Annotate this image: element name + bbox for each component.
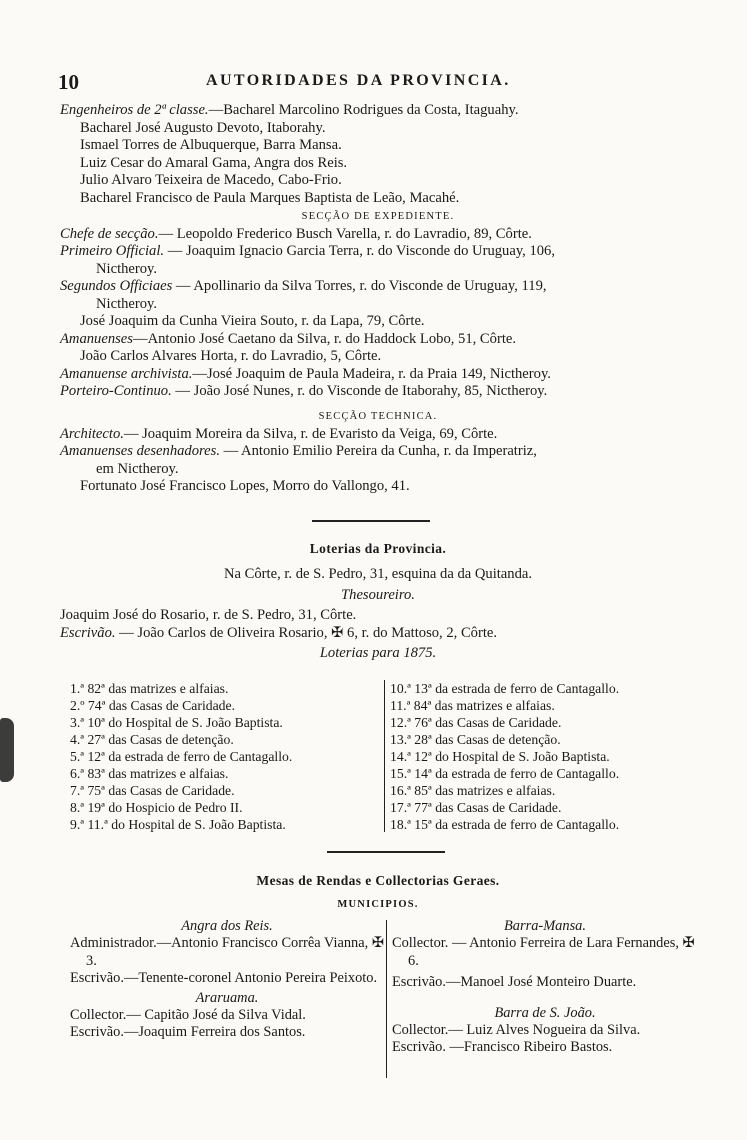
technica-section — [60, 408, 696, 496]
list-item: 14.ª 12ª do Hospital de S. João Baptista. — [390, 749, 610, 764]
column-divider — [384, 680, 385, 832]
list-item: Ismael Torres de Albuquerque, Barra Mansa. — [80, 137, 342, 153]
list-item: Luiz Cesar do Amaral Gama, Angra dos Reis. — [80, 154, 348, 171]
list-item: 6.ª 83ª das matrizes e alfaias. — [70, 766, 229, 781]
barra-mansa-escrivao: Escrivão.—Manoel José Monteiro Duarte. — [392, 974, 637, 991]
page-number: 10 — [58, 70, 79, 94]
expediente-section — [60, 208, 696, 401]
desenhadores-text: — Antonio Emilio Pereira da Cunha, r. da Imperatriz, — [219, 443, 537, 459]
list-item: 12.ª 76ª das Casas de Caridade. — [390, 715, 562, 730]
list-item: 17.ª 77ª das Casas de Caridade. — [390, 800, 562, 815]
list-item: 1.ª 82ª das matrizes e alfaias. — [70, 681, 229, 696]
desenhadores-2: Fortunato José Francisco Lopes, Morro do Vallongo, 41. — [80, 478, 410, 494]
chefe-label: Chefe de secção. — [60, 225, 159, 242]
page-title: AUTORIDADES DA PROVINCIA. — [206, 72, 511, 89]
list-item: 7.ª 75ª das Casas de Caridade. — [70, 783, 235, 798]
loterias-list-heading: Loterias para 1875. — [319, 645, 437, 661]
list-item: 18.ª 15ª da estrada de ferro de Cantagallo. — [390, 817, 620, 832]
architecto-text: — Joaquim Moreira da Silva, r. de Evaristo da Veiga, 69, Côrte. — [123, 425, 498, 442]
engenheiros-section — [60, 102, 696, 207]
loterias-section — [60, 540, 696, 663]
engenheiros-first-line — [60, 102, 696, 120]
architecto-label: Architecto. — [60, 425, 124, 442]
angra-admin: Administrador.—Antonio Francisco Corrêa Vianna, ✠ 3. — [70, 935, 384, 969]
municipios-right-column — [392, 918, 698, 1057]
amanuenses-line — [60, 331, 696, 349]
loterias-table — [70, 680, 697, 832]
segundos-label: Segundos Officiaes — [60, 278, 173, 294]
escrivao-line — [60, 625, 696, 643]
primeiro-line — [60, 243, 696, 261]
escrivao-label: Escrivão. — [60, 624, 116, 641]
list-item: 5.ª 12ª da estrada de ferro de Cantagallo. — [70, 749, 293, 764]
primeiro-text: — Joaquim Ignacio Garcia Terra, r. do Visconde do Uruguay, 106, — [164, 243, 555, 259]
barra-mansa-collector: Collector. — Antonio Ferreira de Lara Fernandes, ✠ 6. — [392, 935, 695, 969]
segundos-text: — Apollinario da Silva Torres, r. do Visconde de Uruguay, 119, — [172, 278, 547, 294]
column-divider — [386, 920, 387, 1078]
barra-sao-joao-heading: Barra de S. João. — [494, 1004, 596, 1021]
list-item: 16.ª 85ª das matrizes e alfaias. — [390, 783, 556, 798]
archivista-line — [60, 366, 696, 384]
technica-heading: SECÇÃO TECHNICA. — [318, 411, 438, 422]
chefe-line — [60, 226, 696, 244]
list-item: 15.ª 14ª da estrada de ferro de Cantagallo. — [390, 766, 620, 781]
araruama-collector: Collector.— Capitão José da Silva Vidal. — [70, 1007, 306, 1024]
amanuenses-text: —Antonio José Caetano da Silva, r. do Haddock Lobo, 51, Côrte. — [132, 330, 516, 347]
desenhadores-line — [60, 443, 696, 461]
divider — [327, 851, 445, 853]
mesas-title: Mesas de Rendas e Collectorias Geraes. — [256, 873, 500, 888]
desenhadores-cont: em Nictheroy. — [96, 460, 179, 477]
municipios-left-column — [70, 918, 384, 1042]
ink-blot — [0, 718, 14, 782]
list-item: 11.ª 84ª das matrizes e alfaias. — [390, 698, 555, 713]
araruama-escrivao: Escrivão.—Joaquim Ferreira dos Santos. — [70, 1024, 306, 1041]
porteiro-label: Porteiro-Continuo. — [60, 383, 172, 399]
thesoureiro-line: Joaquim José do Rosario, r. de S. Pedro, 31, Côrte. — [60, 607, 357, 623]
archivista-text: —José Joaquim de Paula Madeira, r. da Praia 149, Nictheroy. — [192, 365, 551, 382]
expediente-heading: SECÇÃO DE EXPEDIENTE. — [301, 211, 455, 222]
angra-escrivao: Escrivão.—Tenente-coronel Antonio Pereira Peixoto. — [70, 970, 378, 987]
porteiro-line — [60, 383, 696, 401]
page-header — [58, 70, 698, 92]
divider — [312, 520, 430, 522]
architecto-line — [60, 426, 696, 444]
list-item: 4.ª 27ª das Casas de detenção. — [70, 732, 234, 747]
list-item: 2.º 74ª das Casas de Caridade. — [70, 698, 236, 713]
archivista-label: Amanuense archivista. — [60, 365, 193, 382]
segundos-cont: Nictheroy. — [96, 295, 158, 312]
engenheiros-first: —Bacharel Marcolino Rodrigues da Costa, Itaguahy. — [208, 102, 519, 118]
loterias-title: Loterias da Provincia. — [309, 541, 447, 556]
barra-sao-joao-collector: Collector.— Luiz Alves Nogueira da Silva. — [392, 1022, 641, 1039]
list-item: 8.ª 19ª do Hospicio de Pedro II. — [70, 800, 243, 815]
mesas-subtitle: MUNICIPIOS. — [337, 899, 419, 910]
list-item: 3.ª 10ª do Hospital de S. João Baptista. — [70, 715, 283, 730]
amanuenses-2: João Carlos Alvares Horta, r. do Lavradio, 5, Côrte. — [80, 348, 382, 364]
engenheiros-label: Engenheiros de 2ª classe. — [60, 102, 209, 118]
list-item: Julio Alvaro Teixeira de Macedo, Cabo-Frio. — [80, 172, 342, 188]
list-item: Bacharel Francisco de Paula Marques Baptista de Leão, Macahé. — [80, 189, 460, 206]
list-item: 13.ª 28ª das Casas de detenção. — [390, 732, 561, 747]
porteiro-text: — João José Nunes, r. do Visconde de Itaborahy, 85, Nictheroy. — [171, 383, 548, 399]
amanuenses-label: Amanuenses — [60, 330, 133, 347]
thesoureiro-heading: Thesoureiro. — [341, 586, 415, 603]
segundos-line — [60, 278, 696, 296]
escrivao-text: — João Carlos de Oliveira Rosario, ✠ 6, r. do Mattoso, 2, Côrte. — [115, 624, 498, 641]
loterias-left-column — [70, 680, 292, 833]
mesas-section — [60, 872, 696, 914]
segundos-2: José Joaquim da Cunha Vieira Souto, r. da Lapa, 79, Côrte. — [80, 313, 425, 329]
list-item: 10.ª 13ª da estrada de ferro de Cantagallo. — [390, 681, 620, 696]
barra-mansa-heading: Barra-Mansa. — [504, 918, 586, 934]
chefe-text: — Leopoldo Frederico Busch Varella, r. do Lavradio, 89, Côrte. — [158, 225, 532, 242]
list-item: Bacharel José Augusto Devoto, Itaborahy. — [80, 119, 326, 136]
loterias-address: Na Côrte, r. de S. Pedro, 31, esquina da da Quitanda. — [223, 566, 533, 582]
loterias-right-column — [390, 680, 619, 833]
araruama-heading: Araruama. — [195, 989, 259, 1006]
list-item: 9.ª 11.ª do Hospital de S. João Baptista. — [70, 817, 286, 832]
primeiro-cont: Nictheroy. — [96, 260, 158, 277]
desenhadores-label: Amanuenses desenhadores. — [60, 443, 220, 459]
angra-heading: Angra dos Reis. — [181, 918, 273, 934]
barra-sao-joao-escrivao: Escrivão. —Francisco Ribeiro Bastos. — [392, 1039, 613, 1056]
primeiro-label: Primeiro Official. — [60, 243, 165, 259]
